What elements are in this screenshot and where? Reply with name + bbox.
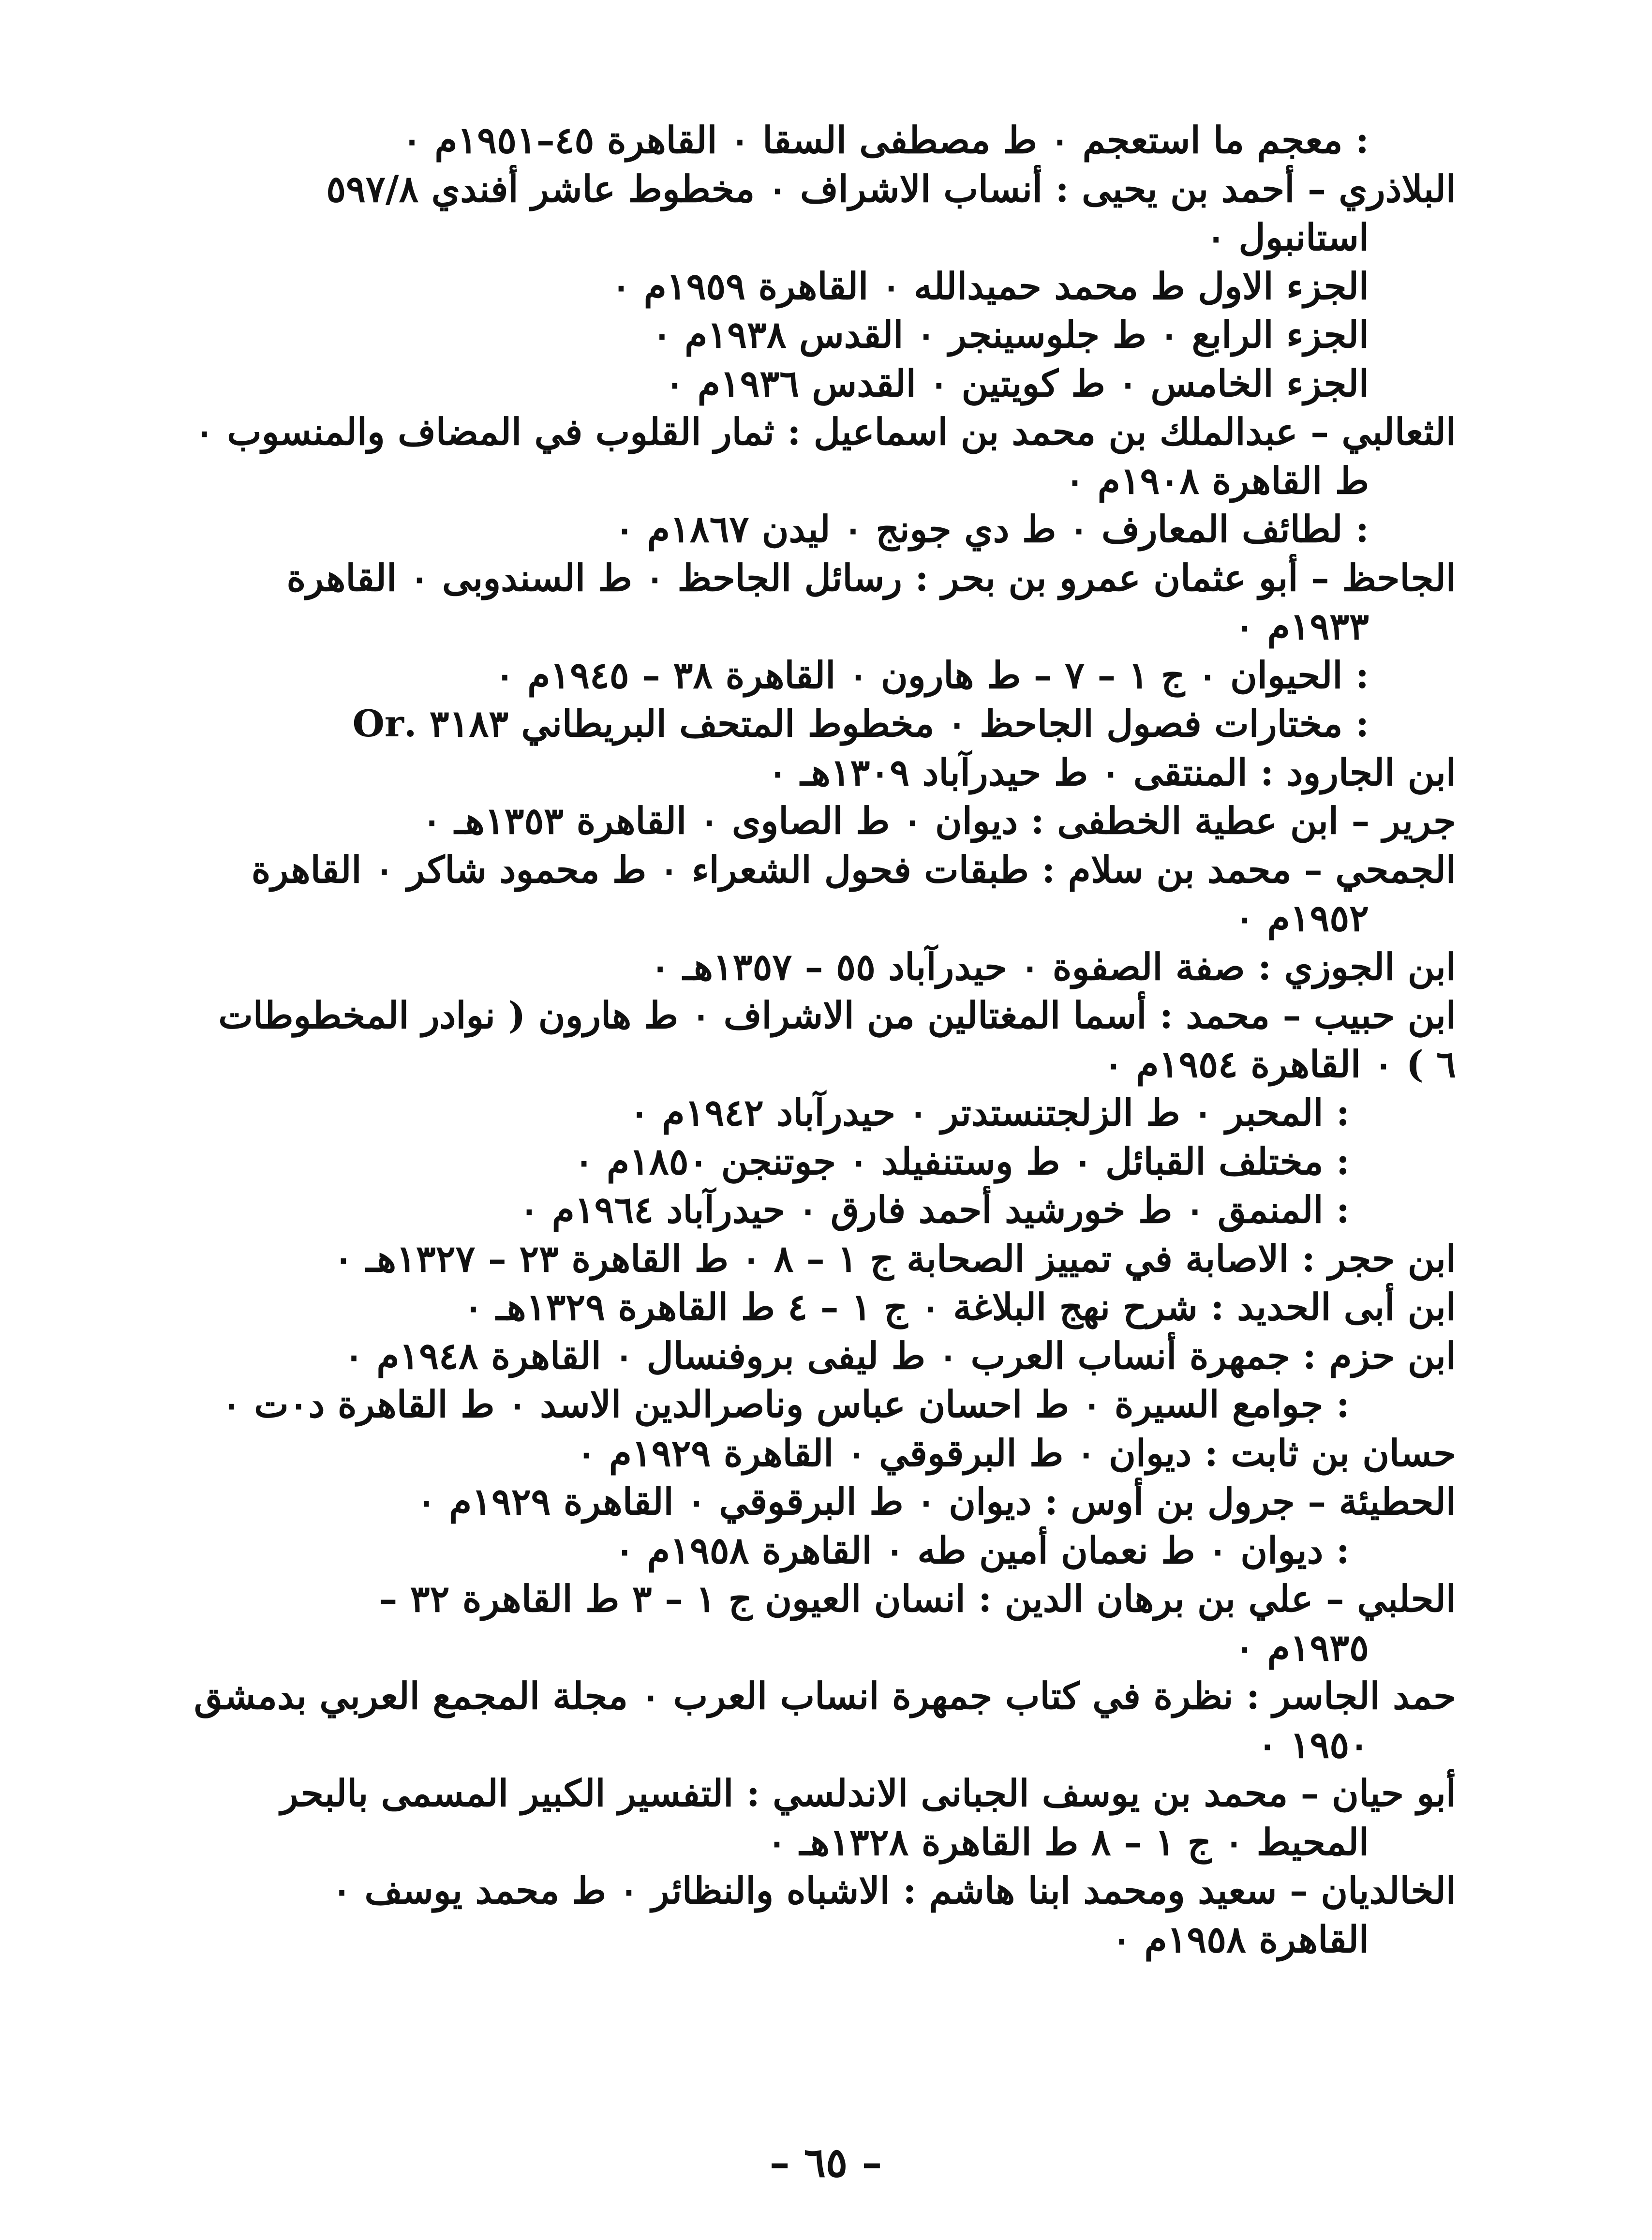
text-line: ابن حزم : جمهرة أنساب العرب ٠ ط ليفى بروفنسال ٠ القاهرة ١٩٤٨م ٠ [344,1334,1456,1377]
text-line: الجاحظ – أبو عثمان عمرو بن بحر : رسائل الجاحظ ٠ ط السندوبى ٠ القاهرة [286,556,1456,599]
text-line: : معجم ما استعجم ٠ ط مصطفى السقا ٠ القاهرة ٤٥–١٩٥١م ٠ [402,119,1369,162]
text-line: الجمحي – محمد بن سلام : طبقات فحول الشعراء ٠ ط محمود شاكر ٠ القاهرة [251,848,1456,891]
text-line: حمد الجاسر : نظرة في كتاب جمهرة انساب العرب ٠ مجلة المجمع العربي بدمشق [193,1674,1456,1717]
text-line: ١٩٣٥م ٠ [1235,1626,1369,1669]
text-line: ابن حبيب – محمد : أسما المغتالين من الاشراف ٠ ط هارون ( نوادر المخطوطات [218,994,1456,1037]
text-line: الثعالبي – عبدالملك بن محمد بن اسماعيل : ثمار القلوب في المضاف والمنسوب ٠ [194,410,1456,453]
text-line: : المنمق ٠ ط خورشيد أحمد فارق ٠ حيدرآباد ١٩٦٤م ٠ [519,1188,1350,1231]
text-line: الجزء الخامس ٠ ط كويتين ٠ القدس ١٩٣٦م ٠ [665,361,1369,405]
text-line: ١٩٥٠ ٠ [1257,1723,1369,1766]
text-line: : ديوان ٠ ط نعمان أمين طه ٠ القاهرة ١٩٥٨م ٠ [614,1528,1350,1572]
text-line: ٦ ) ٠ القاهرة ١٩٥٤م ٠ [1103,1042,1456,1086]
text-line: : مختلف القبائل ٠ ط وستنفيلد ٠ جوتنجن ١٨٥٠م ٠ [574,1139,1350,1183]
text-line: : المحبر ٠ ط الزلجتنستدتر ٠ حيدرآباد ١٩٤٢م ٠ [629,1091,1350,1134]
text-line: ١٩٥٢م ٠ [1235,896,1369,940]
text-line: الجزء الرابع ٠ ط جلوسينجر ٠ القدس ١٩٣٨م ٠ [652,313,1369,356]
text-line: المحيط ٠ ج ١ – ٨ ط القاهرة ١٣٢٨هـ ٠ [767,1820,1369,1864]
text-line: : لطائف المعارف ٠ ط دي جونج ٠ ليدن ١٨٦٧م ٠ [614,508,1369,551]
text-line: القاهرة ١٩٥٨م ٠ [1112,1917,1369,1961]
text-line: ابن الجارود : المنتقى ٠ ط حيدرآباد ١٣٠٩هـ ٠ [768,750,1456,794]
text-line: جرير – ابن عطية الخطفى : ديوان ٠ ط الصاوى ٠ القاهرة ١٣٥٣هـ ٠ [422,799,1456,842]
text-line: ابن حجر : الاصابة في تمييز الصحابة ج ١ – ٨ ٠ ط القاهرة ٢٣ – ١٣٢٧هـ ٠ [333,1237,1456,1280]
text-line: الخالديان – سعيد ومحمد ابنا هاشم : الاشباه والنظائر ٠ ط محمد يوسف ٠ [332,1869,1456,1912]
text-line: ابن أبى الحديد : شرح نهج البلاغة ٠ ج ١ – ٤ ط القاهرة ١٣٢٩هـ ٠ [463,1285,1456,1329]
text-line: : الحيوان ٠ ج ١ – ٧ – ط هارون ٠ القاهرة ٣٨ – ١٩٤٥م ٠ [494,653,1369,697]
text-line: ابن الجوزي : صفة الصفوة ٠ حيدرآباد ٥٥ – ١٣٥٧هـ ٠ [650,945,1456,988]
text-line: : جوامع السيرة ٠ ط احسان عباس وناصرالدين الاسد ٠ ط القاهرة د٠ت ٠ [221,1383,1350,1426]
text-line: البلاذري – أحمد بن يحيى : أنساب الاشراف ٠ مخطوط عاشر أفندي ٥٩٧/٨ [326,167,1456,210]
text-line: الحلبي – علي بن برهان الدين : انسان العيون ج ١ – ٣ ط القاهرة ٣٢ – [379,1577,1456,1620]
page-number: – ٦٥ – [769,2138,882,2186]
text-line: ١٩٣٣م ٠ [1235,605,1369,648]
text-line: الجزء الاول ط محمد حميدالله ٠ القاهرة ١٩٥٩م ٠ [611,264,1369,308]
text-line: استانبول ٠ [1206,216,1369,259]
bibliography-text [184,116,1456,1964]
text-line: : مختارات فصول الجاحظ ٠ مخطوط المتحف البريطاني ٣١٨٣ .Or [352,702,1369,745]
text-line: أبو حيان – محمد بن يوسف الجبانى الاندلسي : التفسير الكبير المسمى بالبحر [280,1772,1456,1815]
text-line: حسان بن ثابت : ديوان ٠ ط البرقوقي ٠ القاهرة ١٩٢٩م ٠ [576,1431,1456,1475]
text-line: ط القاهرة ١٩٠٨م ٠ [1065,459,1369,502]
text-line: الحطيئة – جرول بن أوس : ديوان ٠ ط البرقوقي ٠ القاهرة ١٩٢٩م ٠ [416,1480,1456,1523]
